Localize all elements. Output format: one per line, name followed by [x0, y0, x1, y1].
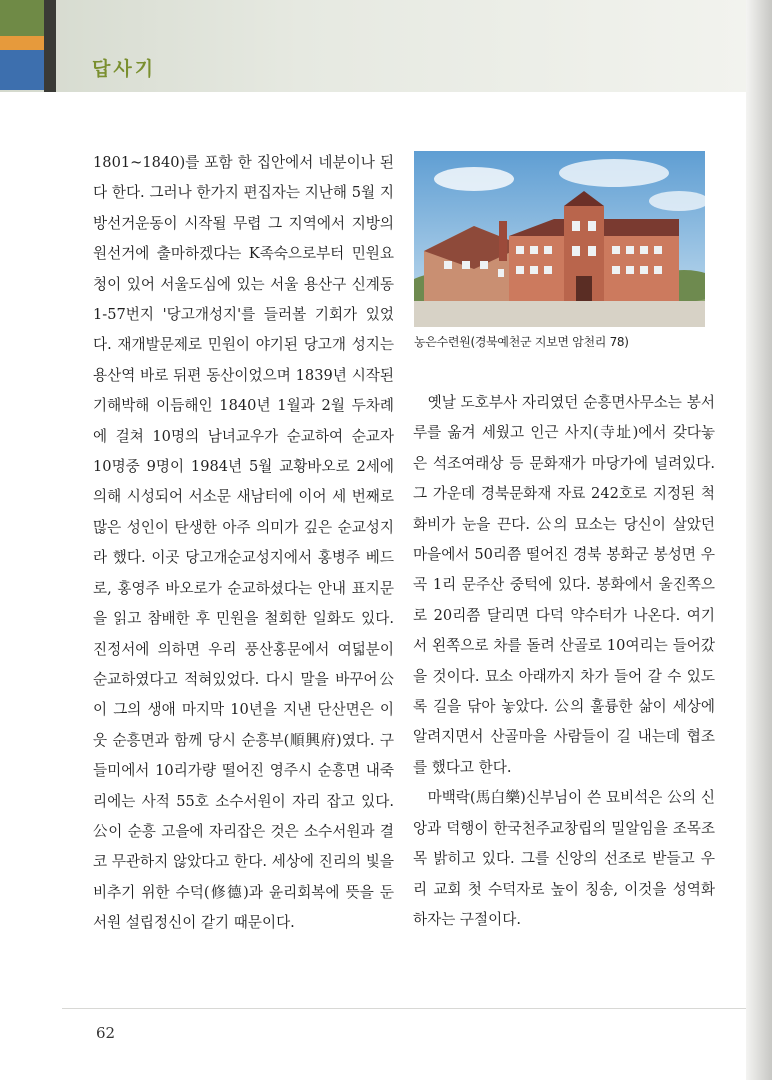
right-column: [413, 388, 715, 935]
training-center-photo: [414, 151, 705, 327]
footer-rule: [62, 1008, 748, 1009]
right-paragraph-2: 마백락(馬白樂)신부님이 쓴 묘비석은 公의 신앙과 덕행이 한국천주교창립의 밀알임을 조목조목 밝히고 있다. 그를 신앙의 선조로 받들고 우리 교회 첫 수덕자로 높이 칭송, 이것을 성역화 하자는 구절이다.: [413, 789, 715, 928]
right-paragraph-1: 옛날 도호부사 자리였던 순흥면사무소는 봉서루를 옮겨 세웠고 인근 사지(寺址)에서 갖다놓은 석조여래상 등 문화재가 마당가에 널려있다. 그 가운데 경북문화재 자료 242호로 지정된 척화비가 눈을 끈다. 公의 묘소는 당신이 살았던 마을에서 50리쯤 떨어진 경북 봉화군 봉성면 우곡 1리 문주산 중턱에 있다. 봉화에서 울진쪽으로 20리쯤 달리면 다덕 약수터가 나온다. 여기서 왼쪽으로 차를 돌려 산골로 10여리는 들어갔을 것이다. 묘소 아래까지 차가 들어 갈 수 있도록 길을 닦아 놓았다. 公의 훌륭한 삶이 세상에 알려지면서 산골마을 사람들이 길 내는데 협조를 했다고 한다.: [413, 394, 715, 776]
photo-caption: 농은수련원(경북예천군 지보면 암천리 78): [414, 335, 629, 349]
color-strip-orange: [0, 36, 44, 50]
left-column-text: 1801~1840)를 포함 한 집안에서 네분이나 된다 한다. 그러나 한가지 편집자는 지난해 5월 지방선거운동이 시작될 무렵 그 지역에서 지방의원선거에 출마하겠다는 K족숙으로부터 민원요청이 있어 서울도심에 있는 서울 용산구 신계동 1-57번지 '당고개성지'를 들러볼 기회가 있었다. 재개발문제로 민원이 야기된 당고개 성지는 용산역 바로 뒤편 동산이었으며 1839년 시작된 기해박해 이듬해인 1840년 1월과 2월 두차례에 걸쳐 10명의 남녀교우가 순교하여 순교자 10명중 9명이 1984년 5월 교황바오로 2세에 의해 시성되어 서소문 새남터에 이어 세 번째로 많은 성인이 탄생한 아주 의미가 깊은 순교성지라 했다. 이곳 당고개순교성지에서 홍병주 베드로, 홍영주 바오로가 순교하셨다는 안내 표지문을 읽고 참배한 후 민원을 철회한 일화도 있다. 진정서에 의하면 우리 풍산홍문에서 여덟분이 순교하였다고 적혀있었다. 다시 말을 바꾸어公이 그의 생애 마지막 10년을 지낸 단산면은 이웃 순흥면과 함께 당시 순흥부(順興府)였다. 구들미에서 10리가량 떨어진 영주시 순흥면 내죽리에는 사적 55호 소수서원이 자리 잡고 있다. 公이 순흥 고을에 자리잡은 것은 소수서원과 결코 무관하지 않았다고 한다. 세상에 진리의 빛을 비추기 위한 수덕(修德)과 윤리회복에 뜻을 둔 서원 설립정신이 같기 때문이다.: [93, 154, 394, 932]
section-title: 답사기: [92, 58, 157, 80]
color-strip-green: [0, 0, 44, 36]
page-edge-shadow: [746, 0, 772, 1080]
header-dark-bar: [44, 0, 56, 92]
color-strip-blue: [0, 50, 44, 90]
page-number: 62: [96, 1024, 116, 1042]
